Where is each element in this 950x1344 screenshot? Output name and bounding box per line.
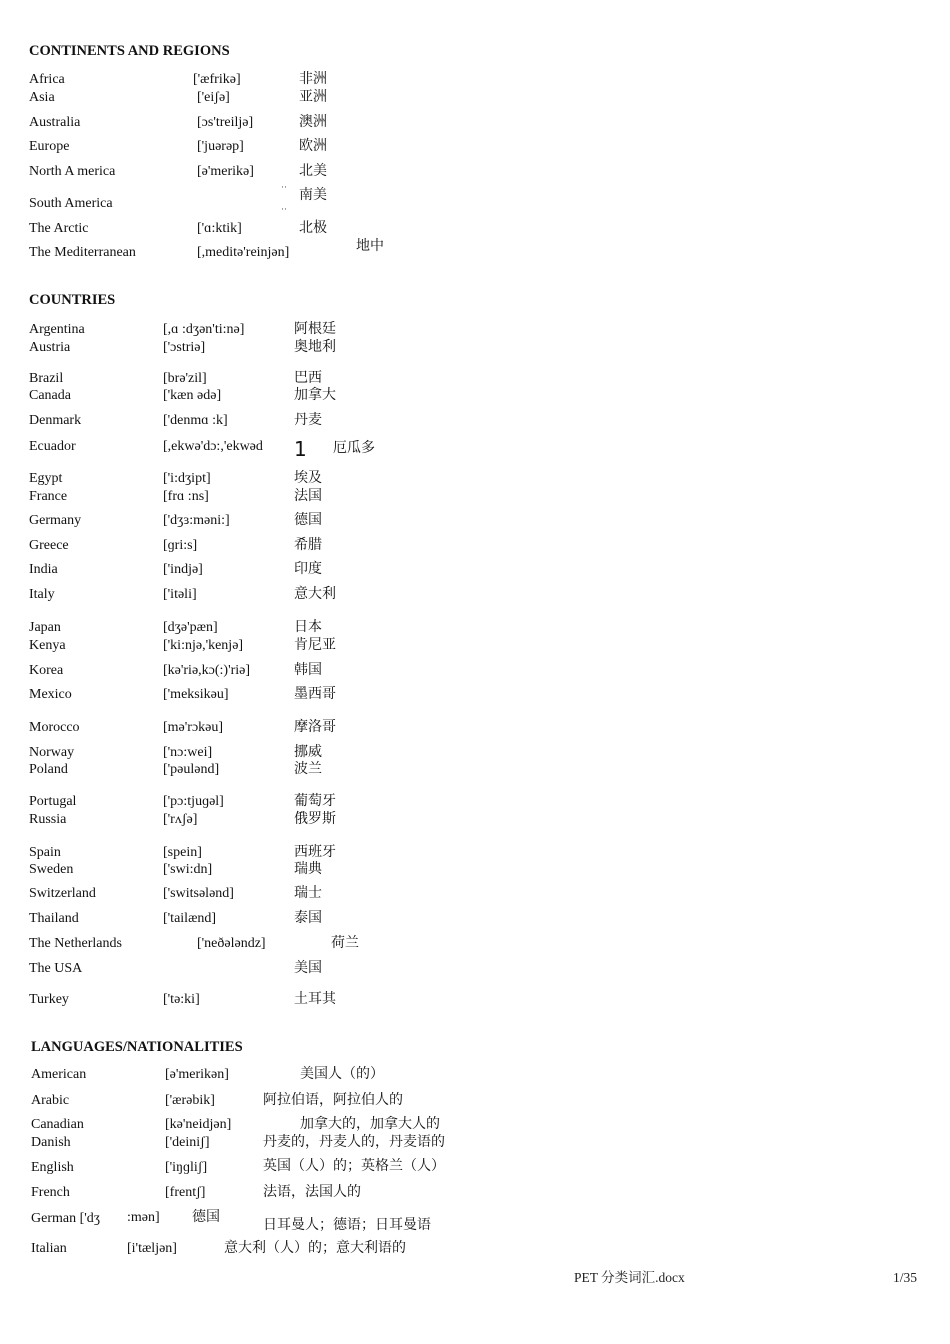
vocab-phonetic: ['neðələndz] [197, 936, 266, 951]
vocab-word: Brazil [29, 371, 64, 386]
vocab-translation: 德国 [192, 1210, 220, 1225]
vocab-word: Kenya [29, 638, 66, 653]
vocab-translation: 丹麦的，丹麦人的，丹麦语的 [263, 1135, 445, 1150]
vocab-translation: 南美 [299, 188, 327, 203]
vocab-translation: 北美 [299, 164, 327, 179]
vocab-translation: 北极 [299, 221, 327, 236]
vocab-translation: 波兰 [294, 762, 322, 777]
vocab-translation: 阿根廷 [294, 322, 336, 337]
vocab-word: Korea [29, 663, 64, 678]
vocab-phonetic: ['pəulənd] [163, 762, 220, 777]
vocab-phonetic: [i'tæljən] [127, 1241, 177, 1256]
vocab-word: The Netherlands [29, 936, 122, 951]
vocab-translation: 挪威 [294, 745, 322, 760]
vocab-word: The Mediterranean [29, 245, 136, 260]
vocab-word: Portugal [29, 794, 77, 809]
vocab-translation: 埃及 [294, 471, 322, 486]
vocab-translation: 葡萄牙 [294, 794, 336, 809]
vocab-translation: 泰国 [294, 911, 322, 926]
vocab-word: German ['dʒ [31, 1211, 100, 1226]
vocab-translation: 美国人（的） [300, 1067, 384, 1082]
artifact-mark: ·· [281, 182, 287, 192]
vocab-phonetic: ['denmɑ :k] [163, 413, 228, 428]
vocab-phonetic: [ɡri:s] [163, 538, 198, 553]
vocab-word: Poland [29, 762, 68, 777]
vocab-translation: 德国 [294, 513, 322, 528]
vocab-translation: 法语，法国人的 [263, 1185, 361, 1200]
vocab-translation: 加拿大 [294, 388, 336, 403]
vocab-phonetic: [ə'merikən] [165, 1067, 229, 1082]
vocab-word: Switzerland [29, 886, 96, 901]
vocab-translation: 厄瓜多 [333, 441, 375, 456]
vocab-word: Denmark [29, 413, 82, 428]
vocab-translation: 意大利（人）的；意大利语的 [224, 1241, 406, 1256]
vocab-word: Germany [29, 513, 82, 528]
vocab-word: Europe [29, 139, 70, 154]
vocab-phonetic: [frɑ :ns] [163, 489, 209, 504]
vocab-translation: 奥地利 [294, 340, 336, 355]
vocab-word: Africa [29, 72, 65, 87]
vocab-word: Argentina [29, 322, 85, 337]
vocab-phonetic: [,meditə'reinjən] [197, 245, 290, 260]
artifact-mark: ·· [281, 204, 287, 214]
vocab-translation: 英国（人）的；英格兰（人） [263, 1159, 445, 1174]
vocab-extra-mark: 1 [294, 437, 307, 461]
vocab-translation: 荷兰 [331, 936, 359, 951]
vocab-word: Greece [29, 538, 69, 553]
vocab-word: Australia [29, 115, 81, 130]
vocab-translation: 西班牙 [294, 845, 336, 860]
vocab-phonetic: ['eiʃə] [197, 90, 230, 105]
vocab-word: Arabic [31, 1093, 70, 1108]
vocab-word: South America [29, 196, 113, 211]
vocab-phonetic: ['pɔ:tjuɡəl] [163, 794, 224, 809]
vocab-phonetic: ['kæn ədə] [163, 388, 222, 403]
vocab-phonetic: ['swi:dn] [163, 862, 213, 877]
vocab-phonetic: [mə'rɔkəu] [163, 720, 224, 735]
vocab-phonetic: [ə'merikə] [197, 164, 254, 179]
vocab-phonetic: ['juərəp] [197, 139, 244, 154]
vocab-word: Japan [29, 620, 61, 635]
vocab-translation: 希腊 [294, 538, 322, 553]
vocab-phonetic: ['switsələnd] [163, 886, 234, 901]
vocab-phonetic: [ɔs'treiljə] [197, 115, 254, 130]
vocab-translation: 墨西哥 [294, 687, 336, 702]
vocab-phonetic: ['ɑ:ktik] [197, 221, 242, 236]
vocab-word: Norway [29, 745, 75, 760]
vocab-phonetic: [,ekwə'dɔ:,'ekwəd [163, 439, 263, 454]
vocab-phonetic: ['ærəbik] [165, 1093, 215, 1108]
vocab-word: North A merica [29, 164, 116, 179]
footer-page-number: 1/35 [893, 1270, 918, 1285]
vocab-phonetic: :mən] [127, 1210, 160, 1225]
vocab-phonetic: ['ki:njə,'kenjə] [163, 638, 244, 653]
vocab-phonetic: [spein] [163, 845, 202, 860]
vocab-phonetic: ['rʌʃə] [163, 812, 198, 827]
vocab-word: Ecuador [29, 439, 76, 454]
vocab-word: Canadian [31, 1117, 84, 1132]
vocab-translation: 法国 [294, 489, 322, 504]
vocab-phonetic: [frentʃ] [165, 1185, 206, 1200]
vocab-phonetic: ['ɔstriə] [163, 340, 206, 355]
vocab-word: American [31, 1067, 87, 1082]
vocab-translation: 俄罗斯 [294, 812, 336, 827]
vocab-word: Turkey [29, 992, 69, 1007]
vocab-translation: 亚洲 [299, 90, 327, 105]
vocab-translation: 加拿大的，加拿大人的 [300, 1117, 440, 1132]
vocab-translation: 瑞典 [294, 862, 322, 877]
vocab-translation: 澳洲 [299, 115, 327, 130]
vocab-word: Mexico [29, 687, 72, 702]
vocab-translation: 地中 [356, 239, 384, 254]
section-heading-countries: COUNTRIES [29, 292, 116, 308]
vocab-translation: 瑞士 [294, 886, 322, 901]
vocab-translation: 意大利 [294, 587, 336, 602]
vocab-phonetic: ['indjə] [163, 562, 203, 577]
vocab-translation: 巴西 [294, 371, 322, 386]
vocab-phonetic: ['iŋɡliʃ] [165, 1160, 208, 1175]
vocab-phonetic: ['tailænd] [163, 911, 217, 926]
section-heading-continents: CONTINENTS AND REGIONS [29, 43, 230, 59]
footer-document-name: PET 分类词汇.docx [574, 1270, 685, 1285]
vocab-phonetic: ['deiniʃ] [165, 1135, 210, 1150]
vocab-word: India [29, 562, 58, 577]
vocab-phonetic: [dʒə'pæn] [163, 620, 218, 635]
vocab-word: Egypt [29, 471, 63, 486]
vocab-phonetic: ['æfrikə] [193, 72, 241, 87]
section-heading-languages: LANGUAGES/NATIONALITIES [31, 1039, 243, 1055]
vocab-word: Italian [31, 1241, 67, 1256]
vocab-word: France [29, 489, 68, 504]
vocab-phonetic: ['i:dʒipt] [163, 471, 211, 486]
vocab-translation: 印度 [294, 562, 322, 577]
vocab-translation: 韩国 [294, 663, 322, 678]
vocab-translation: 肯尼亚 [294, 638, 336, 653]
vocab-word: Italy [29, 587, 55, 602]
vocab-word: Canada [29, 388, 71, 403]
vocab-phonetic: ['nɔ:wei] [163, 745, 213, 760]
vocab-translation-extra: 日耳曼人；德语；日耳曼语 [263, 1218, 431, 1233]
vocab-word: Morocco [29, 720, 80, 735]
vocab-translation: 丹麦 [294, 413, 322, 428]
vocab-word: Sweden [29, 862, 74, 877]
vocab-translation: 欧洲 [299, 139, 327, 154]
vocab-translation: 日本 [294, 620, 322, 635]
vocab-phonetic: [brə'zil] [163, 371, 207, 386]
vocab-word: Russia [29, 812, 67, 827]
vocab-word: Asia [29, 90, 55, 105]
vocab-word: Danish [31, 1135, 71, 1150]
vocab-word: Austria [29, 340, 71, 355]
vocab-word: English [31, 1160, 74, 1175]
vocab-word: The USA [29, 961, 83, 976]
vocab-word: Spain [29, 845, 61, 860]
vocab-translation: 土耳其 [294, 992, 336, 1007]
vocab-phonetic: ['meksikəu] [163, 687, 229, 702]
vocab-phonetic: ['dʒɜ:məni:] [163, 513, 230, 528]
vocab-phonetic: ['tə:ki] [163, 992, 200, 1007]
vocab-word: The Arctic [29, 221, 89, 236]
vocab-word: French [31, 1185, 70, 1200]
vocab-phonetic: [kə'neidjən] [165, 1117, 232, 1132]
vocab-translation: 非洲 [299, 72, 327, 87]
vocab-translation: 阿拉伯语，阿拉伯人的 [263, 1093, 403, 1108]
vocab-word: Thailand [29, 911, 79, 926]
vocab-translation: 摩洛哥 [294, 720, 336, 735]
vocab-phonetic: ['itəli] [163, 587, 197, 602]
vocab-phonetic: [kə'riə,kɔ(:)'riə] [163, 663, 251, 678]
vocab-phonetic: [,ɑ :dʒən'ti:nə] [163, 322, 245, 337]
vocab-translation: 美国 [294, 961, 322, 976]
